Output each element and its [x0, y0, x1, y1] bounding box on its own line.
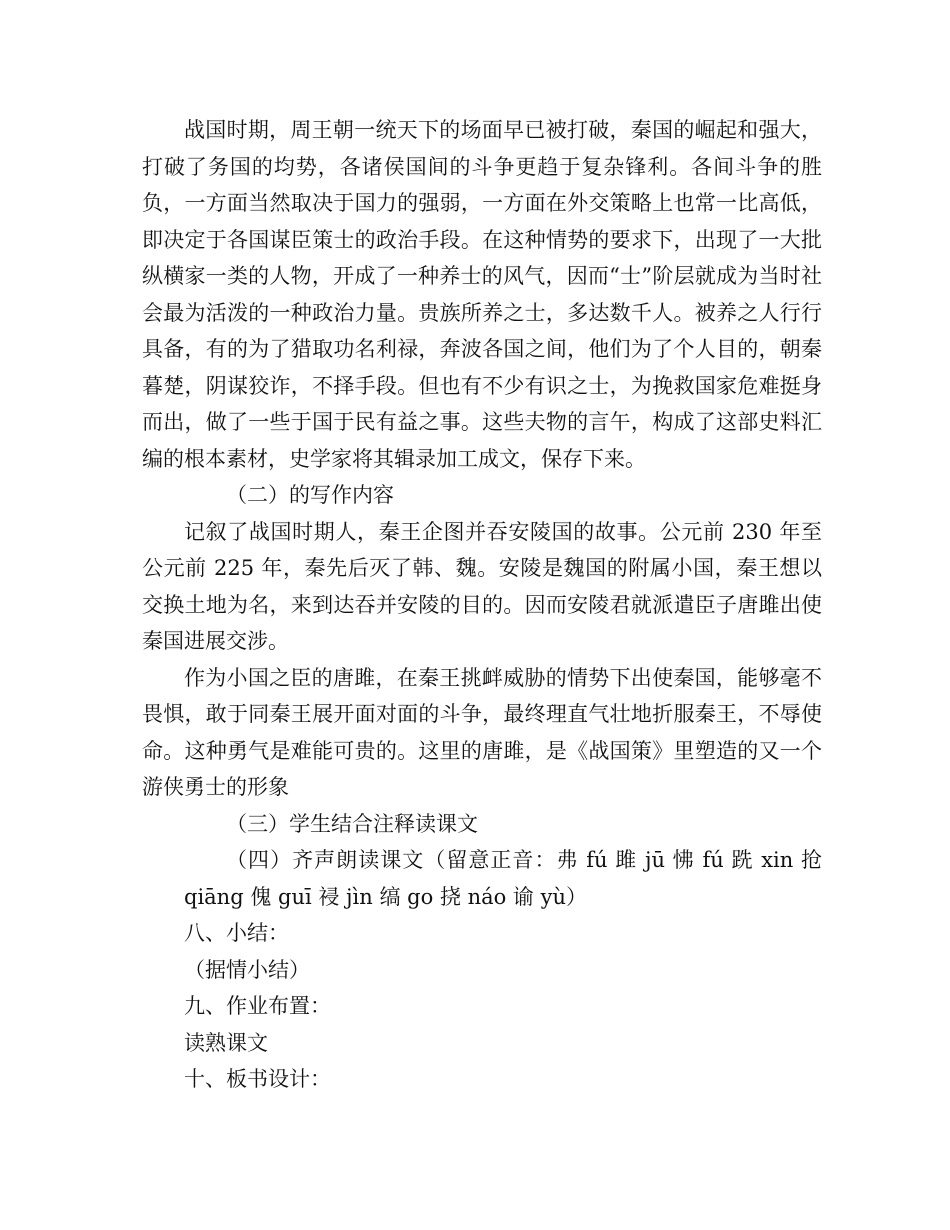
heading-summary: 八、小结：: [184, 921, 289, 945]
heading-writing-content: （二）的写作内容: [226, 483, 394, 507]
heading-read-with-notes: （三）学生结合注释读课文: [226, 811, 478, 836]
paragraph-story-summary: 记叙了战国时期人，秦王企图并吞安陵国的故事。公元前 230 年至公元前 225 年，秦先后灭了韩、魏。安陵是魏国的附属小国，秦王想以交换土地为名，来到达吞并安陵的目的。因而安陵君就派遣臣子唐雎出使秦国进展交涉。: [142, 519, 822, 653]
document-body: [142, 112, 822, 1098]
heading-blackboard-design: 十、板书设计：: [184, 1067, 331, 1091]
heading-homework: 九、作业布置：: [184, 994, 331, 1018]
homework-item: 读熟课文: [184, 1030, 268, 1055]
paragraph-background: 战国时期，周王朝一统天下的场面早已被打破，秦国的崛起和强大，打破了务国的均势，各诸侯国间的斗争更趋于复杂锋利。各间斗争的胜负，一方面当然取决于国力的强弱，一方面在外交策略上也常一比高低，即决定于各国谋臣策士的政治手段。在这种情势的要求下，出现了一大批纵横家一类的人物，开成了一种养士的风气，因而“士”阶层就成为当时社会最为活泼的一种政治力量。贵族所养之士，多达数千人。被养之人行行具备，有的为了猎取功名利禄，奔波各国之间，他们为了个人目的，朝秦暮楚，阴谋狡诈，不择手段。但也有不少有识之士，为挽救国家危难挺身而出，做了一些于国于民有益之事。这些夫物的言午，构成了这部史料汇编的根本素材，史学家将其辑录加工成文，保存下来。: [142, 118, 822, 471]
summary-note: （据情小结）: [184, 957, 310, 982]
paragraph-pronunciation: （四）齐声朗读课文（留意正音：弗 fú 雎 jū 怫 fú 跣 xin 抢 qiāng 傀 guī 祲 jìn 缟 go 挠 náo 谕 yù）: [184, 848, 822, 909]
paragraph-tangju-analysis: 作为小国之臣的唐雎，在秦王挑衅威胁的情势下出使秦国，能够毫不畏惧，敢于同秦王展开面对面的斗争，最终理直气壮地折服秦王，不辱使命。这种勇气是难能可贵的。这里的唐雎，是《战国策》里塑造的又一个游侠勇士的形象: [142, 665, 822, 799]
